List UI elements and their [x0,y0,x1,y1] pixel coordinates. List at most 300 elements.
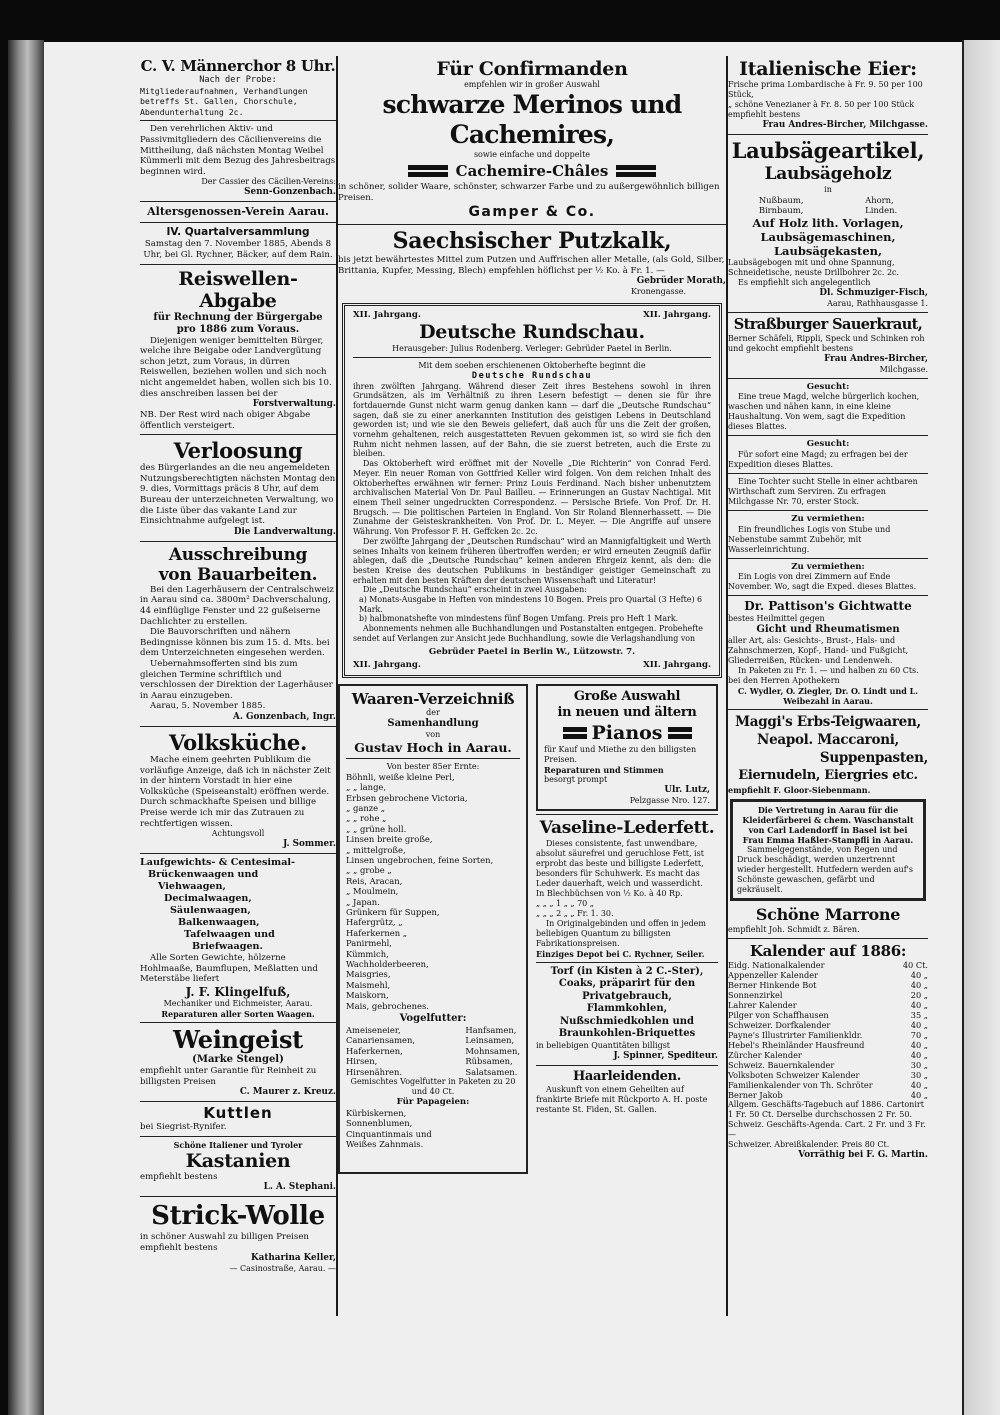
maennerchor-title: C. V. Männerchor 8 Uhr. [140,58,336,75]
ad-rundschau [342,303,722,677]
kalender-row [728,1080,928,1090]
confirmanden-body: in schöner, solider Waare, schönster, schwarzer Farbe und zu außergewöhnlich billigen Preisen. [338,182,720,203]
papageien-item: Weißes Zahnmais. [346,1138,424,1149]
eier-sig: Frau Andres-Bircher, Milchgasse. [762,120,928,130]
ad-waaren [338,684,528,1174]
waaren-item: Mais, gebrochenes. [346,1000,429,1011]
vogel-item: Canariensamen, [346,1035,416,1046]
ad-pianos [536,684,718,811]
rundschau-jahrgang-left: XII. Jahrgang. [353,310,421,321]
kalender-row [728,990,928,1000]
kalender-name: Appenzeller Kalender [728,970,819,981]
waaren-vogel-left [346,1025,415,1077]
kalender-price: 30 „ [910,1070,928,1081]
maggi-title: Maggi's Erbs-Teigwaaren, [735,714,921,731]
kalender-foot1: Allgem. Geschäfts-Tagebuch auf 1886. Cartonirt 1 Fr. 50 Ct. Derselbe durchschossen 2 Fr. 50. [728,1100,924,1120]
putzkalk-body: bis jetzt bewährtestes Mittel zum Putzen und Auffrischen aller Metalle, (als Gold, Silber, Brittania, Kupfer, Messing, Blech) empfehlen höflichst per ½ Ko. à Fr. 1. — [338,255,725,276]
waagen-l7: Tafelwaagen und [184,929,275,941]
ad-haarleidenden [536,1069,718,1115]
confirmanden-product: Cachemire-Châles [455,162,609,180]
kalender-row [728,1010,928,1020]
kalender-sig: Vorräthig bei F. G. Martin. [798,1150,928,1161]
pattison-body2: In Paketen zu Fr. 1. — und halben zu 60 Cts. bei den Herren Apothekern [728,666,919,686]
waaren-item: „ „ grüne holl. [346,823,407,834]
ausschreibung-sig: A. Gonzenbach, Ingr. [233,711,336,722]
ad-ausschreibung [140,545,336,723]
kalender-price: 40 „ [910,1000,928,1011]
kastanien-sig: L. A. Stephani. [263,1182,336,1193]
rundschau-p3: Der zwölfte Jahrgang der „Deutschen Rundschau“ wird an Mannigfaltigkeit und Werth seines Inhalts von keinem früheren übertroffen werden; er wird erneuten Zeugniß dafür ablegen, daß die „Deutsche Rundschau“ keinen anderen Ehrgeiz kennt, als den: die besten Kreise des deutschen Publikums in beständiger geistiger Gemeinschaft zu erhalten mit den besten Kräften der deutschen Wissenschaft und Literatur! [353,536,711,585]
laubsaege-woods [728,195,928,216]
rundschau-p1: ihren zwölften Jahrgang. Während dieser Zeit ihres Bestehens sowohl in ihren Grundsätzen, als im Verhältniß zu ihren Lesern befestigt — denen sie für ihre fortdauernde Gunst nicht warm genug danken kann — darf die „Deutsche Rundschau“ sagen, daß sie zu einer anerkannten Institution des geistigen Lebens in Deutschland geworden ist; und wie sie den Beweis geliefert, daß auch für uns die Zeit der großen, vornehm gehaltenen, reich ausgestatteten Revuen gekommen ist, so wird sie fich den Ruhm nicht nehmen lassen, auf der Bahn, die sie zuerst betreten, auch die Erste zu bleiben. [353,381,711,459]
gesucht1-title: Gesucht: [806,381,850,392]
vogel-item: Hanfsamen, [465,1025,517,1036]
weingeist-sub: (Marke Stengel) [192,1053,284,1065]
pattison-body: aller Art, als: Gesichts-, Brust-, Hals- und Zahnschmerzen, Kopf-, Hand- und Fußgicht, Gliederreißen, Rücken- und Lendenweh. [728,636,909,666]
kalender-name: Hebel's Rheinländer Hausfreund [728,1040,865,1051]
waaren-item: Maismehl, [346,979,391,990]
haarleidenden-body: Auskunft von einem Geheilten auf frankirte Briefe mit Rückporto A. H. poste restante St. Fiden, St. Gallen. [536,1084,708,1114]
putzkalk-title: Saechsischer Putzkalk, [392,228,672,255]
waaren-item: Kümmich, [346,948,389,959]
laubsaege-body: Laubsägebogen mit und ohne Spannung, Schneidetische, neuste Drillbohrer 2c. 2c. [728,257,900,277]
ad-weingeist [140,1026,336,1098]
ad-gesucht2 [728,439,928,470]
waaren-item: „ ganze „ [346,802,386,813]
wood-item: Nußbaum, [758,195,804,205]
kalender-name: Payne's Illustrirter Familienkldr. [728,1030,863,1041]
kalender-name: Berner Hinkende Bot [728,980,817,991]
sauerkraut-sig2: Milchgasse. [879,364,928,374]
waagen-l2: Brückenwaagen und [148,869,259,881]
maennerchor-body: Mitgliederaufnahmen, Verhandlungen betreffs St. Gallen, Chorschule, Abendunterhaltung 2c. [140,85,308,117]
ad-gesucht1 [728,382,928,433]
kuttlen-body: bei Siegrist-Rynifer. [140,1122,227,1133]
reiswellen-sig: Forstverwaltung. [252,399,336,410]
marrone-title: Schöne Marrone [755,905,901,925]
kalender-price: 70 „ [910,1030,928,1041]
kalender-row [728,1070,928,1080]
maggi-l3: Suppenpasten, [819,750,928,767]
kalender-foot2: Schweiz. Geschäfts-Agenda. Cart. 2 Fr. und 3 Fr. — [728,1120,926,1140]
verloosung-title: Verloosung [173,438,303,464]
vaseline-body2: In Originalgebinden und offen in jedem beliebigen Quantum zu billigsten Fabrikationspreisen. [536,918,707,948]
ausschreibung-body3: Uebernahmsofferten sind bis zum gleichen Termine schriftlich und verschlossen der Direktion der Lagerhäuser in Aarau einzugeben. [140,659,333,701]
rundschau-opt-b: b) halbmonatshefte von mindestens fünf Bogen Umfang. Preis pro Heft 1 Mark. [359,614,679,624]
kalender-price: 40 „ [910,1050,928,1061]
waaren-list [346,772,520,1011]
laubsaege-sig1: Dl. Schmuziger-Fisch, [819,287,928,298]
waaren-item: Panirmehl, [346,938,392,949]
waagen-l3: Viehwaagen, [158,881,226,893]
kalender-row [728,1030,928,1040]
ausschreibung-body2: Die Bauvorschriften und nähern Bedingnisse können bis zum 15. d. Mts. bei dem Unterzeichneten eingesehen werden. [140,627,330,659]
decor-bars-right [616,163,656,179]
waagen-l8: Briefwaagen. [192,941,263,953]
kalender-price: 40 „ [910,1090,928,1101]
vermiethen2-title: Zu vermiethen: [791,561,865,572]
gesucht1-body: Eine treue Magd, welche bürgerlich kochen, waschen und nähen kann, in eine kleine Haushaltung. Von wem, sagt die Expedition dieses Blattes. [728,392,920,432]
rundschau-p4: Die „Deutsche Rundschau“ erscheint in zwei Ausgaben: [363,585,587,595]
vermiethen1-title: Zu vermiethen: [791,514,865,524]
kalender-row [728,1050,928,1060]
tochter-body: Eine Tochter sucht Stelle in einer achtbaren Wirthschaft zum Serviren. Zu erfragen Milchgasse Nr. 70, erster Stock. [728,477,918,506]
rundschau-jahrgang-left-foot: XII. Jahrgang. [353,660,421,671]
laubsaege-woods-left [759,195,804,216]
waaren-papageien: Für Papageien: [396,1097,470,1108]
torf-body: in beliebigen Quantitäten billigst [536,1040,671,1050]
faerberei-body2: Sammelgegenstände, von Regen und Druck beschädigt, werden unzertrennt wieder hergestellt. Hutfedern werden auf's Schönste gewaschen, gefärbt und gekräuselt. [737,845,913,895]
right-column [728,58,928,1388]
reiswellen-sub2: pro 1886 zum Voraus. [176,323,300,335]
rundschau-header [353,310,711,321]
waaren-intro: Von bester 85er Ernte: [386,761,480,771]
rundschau-publisher: Gebrüder Paetel in Berlin W., Lützowstr. 7. [428,646,636,657]
waagen-trade: Mechaniker und Eichmeister, Aarau. [163,998,313,1008]
rundschau-editor: Herausgeber: Julius Rodenberg. Verleger: Gebrüder Paetel in Berlin. [392,343,672,353]
verloosung-body: des Bürgerlandes an die neu angemeldeten Nutzungsberechtigten nächsten Montag den 9. dies, Vormittags präcis 8 Uhr, auf dem Bureau der unterzeichneten Verwaltung, wo die Liste über das vakante Land zur Einsichtnahme aufgelegt ist. [140,463,336,527]
ad-kalender [728,942,928,1161]
waagen-l4: Decimalwaagen, [164,893,252,905]
putzkalk-sig1: Gebrüder Morath, [636,276,726,287]
ad-kuttlen [140,1105,336,1133]
papageien-item: Cinquantinmais und [346,1128,432,1139]
kalender-name: Berner Jakob [728,1090,783,1101]
waaren-gemischt: Gemischtes Vogelfutter in Paketen zu 20 und 40 Ct. [350,1077,516,1097]
waaren-sub: Samenhandlung [387,717,479,729]
rundschau-title: Deutsche Rundschau. [419,320,645,343]
ad-putzkalk [338,228,726,297]
laubsaege-in: in [824,185,832,194]
pianos-bars-left [563,725,587,741]
vogel-item: Mohnsamen, [465,1045,520,1056]
pianos-l2: in neuen und ältern [557,704,697,720]
kalender-row [728,1000,928,1010]
papageien-item: Kürbiskernen, [346,1107,407,1118]
confirmanden-title: Für Confirmanden [436,58,628,80]
rundschau-p5: Abonnements nehmen alle Buchhandlungen und Postanstalten entgegen. Probehefte sendet auf Verlangen zur Ansicht jede Buchhandlung, sowie die Verlagshandlung von [353,624,703,643]
kalender-name: Pilger von Schaffhausen [728,1010,829,1021]
pianos-rep: Reparaturen und Stimmen [544,764,664,775]
waaren-title: Waaren-Verzeichniß [351,689,515,708]
verloosung-sig: Die Landverwaltung. [233,526,336,537]
kalender-price: 40 „ [910,970,928,981]
ad-strickwolle [140,1200,336,1274]
reiswellen-nb: NB. Der Rest wird nach obiger Abgabe öffentlich versteigert. [140,410,311,431]
kalender-price: 40 „ [910,1080,928,1091]
volkskueche-title: Volksküche. [169,729,307,755]
rundschau-jahrgang-right-foot: XII. Jahrgang. [643,660,711,671]
reiswellen-sub1: für Rechnung der Bürgergabe [153,311,323,323]
haarleidenden-title: Haarleidenden. [572,1068,682,1084]
altersgenossen-body: Samstag den 7. November 1885, Abends 8 Uhr, bei Gl. Rychner, Bäcker, auf dem Rain. [143,239,333,260]
waaren-vogel-grid [346,1025,520,1077]
pianos-title-row [544,721,710,745]
maennerchor-sub: Nach der Probe: [199,75,277,85]
wood-item: Linden. [865,205,898,216]
pattison-sub: bestes Heilmittel gegen [728,614,825,624]
ausschreibung-body1: Bei den Lagerhäusern der Centralschweiz in Aarau sind ca. 3800m² Dachverschalung, 44 einflüglige Fenster und 22 gußeiserne Dachlichter zu erstellen. [140,584,334,627]
waaren-item: „ Moulmein, [346,886,399,897]
strickwolle-body: in schöner Auswahl zu billigen Preisen empfiehlt bestens [140,1232,309,1253]
left-column [140,58,336,1388]
waaren-item: Maisgries, [346,969,391,980]
rundschau-intro: Mit dem soeben erschienenen Oktoberhefte beginnt die [418,360,646,370]
kalender-name: Lahrer Kalender [728,1000,797,1011]
volkskueche-sig: J. Sommer. [283,839,336,850]
caecilien-body: Den verehrlichen Aktiv- und Passivmitgliedern des Cäcilienvereins die Mittheilung, daß nächsten Montag Weibel Kümmerli mit dem Bezug des Jahresbeitrags beginnen wird. [140,124,336,177]
vermiethen2-body: Ein Logis von drei Zimmern auf Ende November. Wo, sagt die Exped. dieses Blattes. [728,572,917,592]
laubsaege-woods-right [865,195,897,216]
kalender-row [728,980,928,990]
ad-tochter [728,477,928,507]
waagen-name: J. F. Klingelfuß, [185,984,291,999]
kalender-price: 30 „ [910,1060,928,1071]
torf-l4: Braunkohlen-Briquettes [558,1028,696,1040]
pianos-l1: Große Auswahl [573,688,681,704]
kalender-price: 35 „ [910,1010,928,1021]
papageien-item: Sonnenblumen, [346,1118,413,1129]
waaren-pap-list [346,1108,520,1150]
waaren-item: „ „ rohe „ [346,813,387,824]
ad-laubsaege [728,138,928,309]
weingeist-body: empfiehlt unter Garantie für Reinheit zu billigsten Preisen [140,1065,317,1087]
marrone-body: empfiehlt Joh. Schmidt z. Bären. [728,925,860,935]
vaseline-body: Dieses consistente, fast unwendbare, absolut säurefrei und geruchlose Fett, ist erprobt das beste und billigste Lederfett, besonders für Schuhwerk. Es macht das Leder dauerhaft, weich und wasserdicht. [536,838,704,888]
pianos-rep2: besorgt prompt [544,774,608,784]
laubsaege-l2: Laubsägemaschinen, [760,229,896,244]
vaseline-p1: In Blechbüchsen von ½ Ko. à 40 Rp. [536,888,683,898]
kalender-price: 40 Ct. [902,960,928,971]
volkskueche-greet: Achtungsvoll [211,829,265,839]
eier-title: Italienische Eier: [739,58,917,80]
pianos-title: Pianos [591,721,663,744]
confirmanden-sub2: sowie einfache und doppelte [473,150,591,159]
waaren-name: Gustav Hoch in Aarau. [354,739,512,755]
pianos-sig1: Ulr. Lutz, [664,784,710,795]
kalender-name: Schweiz. Bauernkalender [728,1060,835,1071]
waaren-item: Hafergrütz, „ [346,917,403,928]
eier-l1: Frische prima Lombardische à Fr. 9. 50 per 100 Stück, [728,80,923,99]
waagen-l1: Laufgewichts- & Centesimal- [140,857,296,869]
maggi-sig: empfiehlt F. Gloor-Siebenmann. [728,785,871,796]
weingeist-sig: C. Maurer z. Kreuz. [239,1087,336,1098]
reiswellen-title: Reiswellen-Abgabe [178,267,298,312]
kalender-row [728,1020,928,1030]
waaren-item: Linsen ungebrochen, feine Sorten, [346,854,494,865]
sauerkraut-sig1: Frau Andres-Bircher, [824,353,928,364]
kalender-list [728,960,928,1100]
ausschreibung-title1: Ausschreibung [168,544,308,565]
laubsaege-sig2: Aarau, Rathhausgasse 1. [827,298,928,308]
torf-title: Torf (in Kisten à 2 C.-Ster), Coaks, präparirt für den Privatgebrauch, [550,965,704,1002]
kalender-name: Zürcher Kalender [728,1050,802,1061]
kalender-foot3: Schweizer. Abreißkalender. Preis 80 Ct. [728,1140,890,1150]
ad-sauerkraut [728,316,928,375]
ad-vaseline [536,818,718,959]
confirmanden-headline: schwarze Merinos und Cachemires, [382,90,682,149]
altersgenossen-title: Altersgenossen-Verein Aarau. [147,205,329,219]
kastanien-body: empfiehlt bestens [140,1171,218,1182]
confirmanden-product-row [338,162,726,180]
vogel-item: Rübsamen, [465,1056,513,1067]
putzkalk-sig2: Kronengasse. [630,287,686,297]
kalender-name: Schweizer. Dorfkalender [728,1020,831,1031]
confirmanden-sig: Gamper & Co. [468,204,596,221]
pattison-sub2: Gicht und Rheumatismen [756,624,900,636]
ad-verloosung [140,438,336,538]
wood-item: Ahorn, [865,195,894,205]
kalender-name: Sonnenzirkel [728,990,783,1001]
kalender-row [728,970,928,980]
rundschau-p2: Das Oktoberheft wird eröffnet mit der Novelle „Die Richterin“ von Conrad Ferd. Meyer. Ein neuer Roman von Gottfried Keller wird folgen. Von dem reichen Inhalt des Oktoberheftes erwähnen wir ferner: Prinz Louis Ferdinand. Nach bisher unbenutztem archivalischen Material Von Dr. Paul Bailleu. — Erinnerungen an Gustav Nachtigal. Mit einem Theil seiner ungedruckten Correspondenz. — Persische Briefe. Von Prof. Dr. H. Brugsch. — Die politischen Parteien in England. Von Sir Roland Blennerhassett. — Die Zunahme der Geisteskrankheiten. Von Prof. Dr. L. Meyer. — Die Angriffe auf unsere Währung. Von Professor F. H. Geffcken 2c. 2c. [353,459,711,537]
ad-pattison [728,599,928,706]
kalender-row [728,1090,928,1100]
eier-l2: „ schöne Venezianer à Fr. 8. 50 per 100 Stück [728,100,915,109]
kalender-row [728,1040,928,1050]
kalender-row [728,960,928,970]
waaren-item: Maiskorn, [346,990,389,1001]
gesucht2-body: Für sofort eine Magd; zu erfragen bei der Expedition dieses Blattes. [728,450,908,469]
next-page-edge [962,40,1000,1415]
sauerkraut-body: Berner Schäfeli, Rippli, Speck und Schinken roh und gekocht empfiehlt bestens [728,333,925,353]
strickwolle-sig1: Katharina Keller, [250,1253,336,1264]
vermiethen1-body: Ein freundliches Logis von Stube und Nebenstube sammt Zubehör, mit Wasserleinrichtung. [728,524,891,554]
ad-torf [536,966,718,1062]
ad-altersgenossen [140,205,336,260]
waaren-item: „ „ lange, [346,782,387,793]
vogel-item: Ameiseneier, [346,1025,401,1036]
ad-waagen [140,857,336,1019]
gesucht2-title: Gesucht: [806,439,850,450]
vogel-item: Hirsen, [346,1056,378,1067]
vaseline-p3: „ „ „ 2 „ „ Fr. 1. 30. [536,908,614,918]
torf-sig: J. Spinner, Spediteur. [613,1050,718,1061]
kastanien-title: Kastanien [185,1149,291,1172]
pianos-sig2: Pelzgasse Nro. 127. [629,795,710,805]
faerberei-body: Die Vertretung in Aarau für die Kleiderfärberei & chem. Waschanstalt von Carl Ladendorff in Basel ist bei Frau Emma Haßler-Stampfli in Aarau. [742,805,914,846]
vogel-item: Salatsamen. [465,1066,518,1077]
kalender-name: Familienkalender von Th. Schröter [728,1080,873,1091]
caecilien-sig2: Senn-Gonzenbach. [244,187,336,198]
rundschau-footer [353,660,711,671]
waaren-item: Haferkernen „ [346,927,408,938]
reiswellen-body: Diejenigen weniger bemittelten Bürger, welche ihre Beigabe oder Landvergütung schon jetzt, zum Voraus, in dürren Reiswellen, beziehen wollen und sich noch nicht angemeldet haben, wollen sich bis 10. dies anschreiben lassen bei der [140,335,332,399]
waaren-item: Erbsen gebrochene Victoria, [346,792,468,803]
vogel-item: Haferkernen, [346,1045,403,1056]
strickwolle-sig2: — Casinostraße, Aarau. — [229,1264,336,1274]
torf-l2: Flammkohlen, [586,1003,668,1015]
confirmanden-sub: empfehlen wir in großer Auswahl [464,80,600,89]
decor-bars-left [408,163,448,179]
ausschreibung-title2: von Bauarbeiten. [158,564,318,585]
book-binding-edge [8,40,44,1415]
maggi-l2: Neapol. Maccaroni, [757,732,899,749]
waaren-item: Wachholderbeeren, [346,959,429,970]
laubsaege-l1: Auf Holz lith. Vorlagen, [752,215,904,230]
kalender-price: 40 „ [910,980,928,991]
waagen-rep: Reparaturen aller Sorten Waagen. [161,1008,315,1019]
kalender-row [728,1060,928,1070]
mid-lower-row [338,684,726,1174]
rundschau-jahrgang-right: XII. Jahrgang. [643,310,711,321]
kastanien-sub: Schöne Italiener und Tyroler [173,1139,303,1150]
waaren-von: von [425,729,441,739]
vaseline-title: Vaseline-Lederfett. [539,817,715,838]
wood-item: Birnbaum, [758,205,804,216]
middle-column [338,58,726,1388]
kalender-price: 40 „ [910,1040,928,1051]
pianos-body: für Kauf und Miethe zu den billigsten Preisen. [544,744,697,764]
weingeist-title: Weingeist [173,1024,303,1054]
pattison-title: Dr. Pattison's Gichtwatte [744,599,912,614]
volkskueche-body: Mache einem geehrten Publikum die vorläufige Anzeige, daß ich in nächster Zeit in der hintern Vorstadt in hier eine Volksküche (Speiseanstalt) eröffnen werde. Durch schmackhafte Speisen und billige Preise werde ich mir das Zutrauen zu rechtfertigen wissen. [140,754,331,829]
waaren-item: „ mittelgroße, [346,844,406,855]
waagen-body: Alle Sorten Gewichte, hölzerne Hohlmaaße, Baumflupen, Meßlatten und Meterstäbe liefert [140,953,318,985]
ad-faerberei [730,799,926,901]
vaseline-p2: „ „ „ 1 „ „ 70 „ [536,898,594,908]
waaren-item: „ Japan. [346,896,380,907]
ad-maggi [728,713,928,795]
laubsaege-body2: Es empfiehlt sich angelegentlich [738,277,871,287]
laubsaege-title2: Laubsägeholz [764,164,892,184]
kalender-price: 20 „ [910,990,928,1001]
ad-vermiethen1 [728,514,928,555]
ad-caecilien [140,124,336,198]
waaren-der: der [426,707,440,717]
laubsaege-title: Laubsägeartikel, [731,138,925,163]
waaren-vogel-title: Vogelfutter: [399,1013,467,1025]
waaren-item: „ „ grobe „ [346,865,392,876]
kalender-name: Eidg. Nationalkalender [728,960,825,971]
ad-eier [728,58,928,131]
vogel-item: Hirsenähren. [346,1066,403,1077]
vaseline-sig: Einziges Depot bei C. Rychner, Seiler. [536,948,705,959]
waaren-vogel-right [465,1025,520,1077]
ad-confirmanden [338,58,726,221]
rundschau-opt-a: a) Monats-Ausgabe in Heften von mindestens 10 Bogen. Preis pro Quartal (3 Hefte) 6 Mark. [359,595,703,614]
pianos-bars-right [668,725,692,741]
waagen-l6: Balkenwaagen, [178,917,260,929]
sauerkraut-title: Straßburger Sauerkraut, [733,315,923,333]
altersgenossen-sub: IV. Quartalversammlung [166,226,310,239]
kalender-name: Volksboten Schweizer Kalender [728,1070,860,1081]
torf-l3: Nußschmiedkohlen und [559,1015,695,1027]
waaren-item: Reis, Aracan, [346,875,403,886]
kalender-title: Kalender auf 1886: [749,942,907,961]
pattison-sig: C. Wydler, O. Ziegler, Dr. O. Lindt und L. Weibezahl in Aarau. [737,686,919,707]
laubsaege-l3: Laubsägekasten, [773,243,883,258]
ad-marrone [728,905,928,935]
vogel-item: Leinsamen, [465,1035,515,1046]
ad-volkskueche [140,730,336,850]
waaren-item: Böhnli, weiße kleine Perl, [346,771,455,782]
ad-kastanien [140,1140,336,1194]
caecilien-sig1: Der Cassier des Cäcilien-Vereins: [201,177,336,187]
waaren-item: Grünkern für Suppen, [346,907,440,918]
strickwolle-title: Strick-Wolle [151,1201,325,1232]
kalender-price: 40 „ [910,1020,928,1031]
eier-body: empfiehlt bestens [728,110,801,119]
ad-vermiethen2 [728,562,928,593]
maggi-l4: Eiernudeln, Eiergries etc. [738,768,918,784]
ad-maennerchor [140,58,336,117]
waaren-item: Linsen breite große, [346,834,433,845]
mid-lower-right [536,684,718,1174]
ausschreibung-date: Aarau, 5. November 1885. [150,701,266,712]
kuttlen-title: Kuttlen [203,1104,273,1123]
ad-reiswellen [140,268,336,432]
